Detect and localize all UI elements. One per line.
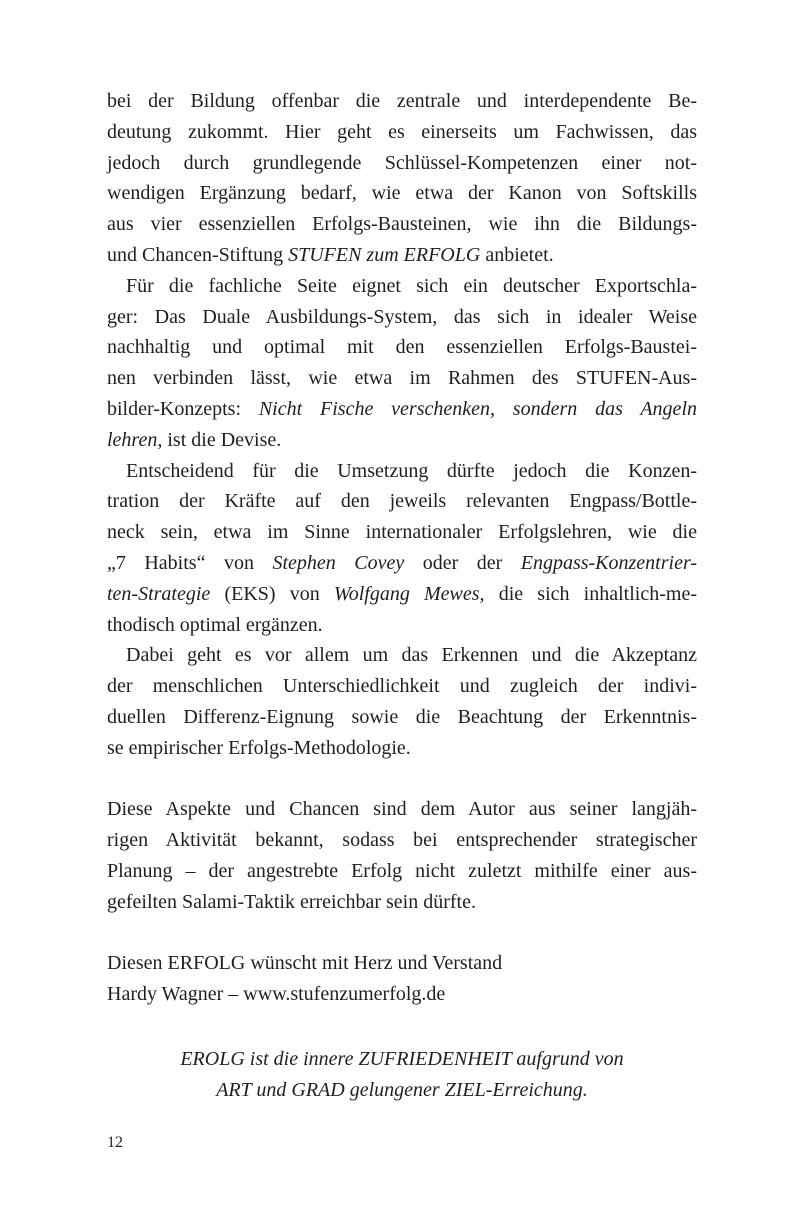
- strategy-name: Engpass-Konzentrier-: [520, 551, 697, 574]
- text-line: Entscheidend für die Umsetzung dürfte jedoch die Konzen-: [126, 459, 697, 482]
- text-line: thodisch optimal ergänzen.: [107, 613, 323, 636]
- text-run: , die sich inhaltlich-me-: [479, 582, 697, 605]
- quote-italic: Nicht Fische verschenken, sondern das Angeln: [258, 397, 697, 420]
- foundation-name: STUFEN zum ERFOLG: [288, 243, 481, 266]
- closing-signature: [107, 948, 697, 1010]
- text-line: ger: Das Duale Ausbildungs-System, das sich in idealer Weise: [107, 305, 697, 328]
- page-number: 12: [107, 1134, 123, 1151]
- motto-line: ART und GRAD gelungener ZIEL-Erreichung.: [216, 1079, 588, 1101]
- motto-quote: [107, 1044, 697, 1106]
- text-line: Planung – der angestrebte Erfolg nicht zuletzt mithilfe einer aus-: [107, 859, 697, 882]
- text-line: nachhaltig und optimal mit den essenziellen Erfolgs-Baustei-: [107, 336, 697, 359]
- text-line: jedoch durch grundlegende Schlüssel-Kompetenzen einer not-: [107, 151, 697, 174]
- text-line: der menschlichen Unterschiedlichkeit und zugleich der indivi-: [107, 675, 697, 698]
- text-line: duellen Differenz-Eignung sowie die Beachtung der Erkenntnis-: [107, 705, 697, 728]
- text-line: [107, 548, 697, 579]
- text-run: (EKS) von: [210, 582, 334, 605]
- text-run: ist die Devise.: [162, 428, 282, 451]
- text-run: und Chancen-Stiftung: [107, 243, 289, 266]
- paragraph: [107, 456, 697, 641]
- author-name: Wolfgang Mewes: [333, 582, 480, 605]
- paragraph: [107, 86, 697, 271]
- text-run: bilder-Konzepts:: [107, 397, 259, 420]
- motto-line: EROLG ist die innere ZUFRIEDENHEIT aufgrund von: [180, 1048, 624, 1070]
- text-line: [107, 394, 697, 425]
- paragraph-gap: [107, 764, 697, 795]
- text-line: Hardy Wagner – www.stufenzumerfolg.de: [107, 983, 446, 1006]
- text-line: se empirischer Erfolgs-Methodologie.: [107, 736, 411, 759]
- paragraph-gap: [107, 918, 697, 949]
- strategy-name: ten-Strategie: [107, 582, 211, 605]
- text-line: [107, 425, 697, 456]
- text-line: nen verbinden lässt, wie etwa im Rahmen des STUFEN-Aus-: [107, 367, 697, 390]
- author-name: Stephen Covey: [272, 551, 405, 574]
- text-line: Dabei geht es vor allem um das Erkennen und die Akzeptanz: [126, 644, 697, 667]
- text-line: Diese Aspekte und Chancen sind dem Autor aus seiner langjäh-: [107, 798, 697, 821]
- text-line: [107, 579, 697, 610]
- paragraph: [107, 271, 697, 456]
- text-run: oder der: [404, 551, 521, 574]
- quote-italic: lehren,: [107, 428, 163, 451]
- text-line: Diesen ERFOLG wünscht mit Herz und Verstand: [107, 952, 503, 975]
- text-run: „7 Habits“ von: [107, 551, 273, 574]
- page-body: [107, 86, 697, 1010]
- text-line: tration der Kräfte auf den jeweils relevanten Engpass/Bottle-: [107, 490, 697, 513]
- text-line: rigen Aktivität bekannt, sodass bei entsprechender strategischer: [107, 829, 697, 852]
- text-line: deutung zukommt. Hier geht es einerseits um Fachwissen, das: [107, 120, 697, 143]
- paragraph: [107, 640, 697, 763]
- text-run: anbietet.: [480, 243, 554, 266]
- text-line: wendigen Ergänzung bedarf, wie etwa der Kanon von Softskills: [107, 182, 697, 205]
- text-line: aus vier essenziellen Erfolgs-Bausteinen, wie ihn die Bildungs-: [107, 213, 697, 236]
- text-line: [107, 240, 697, 271]
- text-line: gefeilten Salami-Taktik erreichbar sein dürfte.: [107, 890, 476, 913]
- paragraph: [107, 794, 697, 917]
- text-line: bei der Bildung offenbar die zentrale und interdependente Be-: [107, 90, 697, 112]
- text-line: Für die fachliche Seite eignet sich ein deutscher Exportschla-: [126, 274, 697, 297]
- text-line: neck sein, etwa im Sinne internationaler Erfolgslehren, wie die: [107, 521, 697, 544]
